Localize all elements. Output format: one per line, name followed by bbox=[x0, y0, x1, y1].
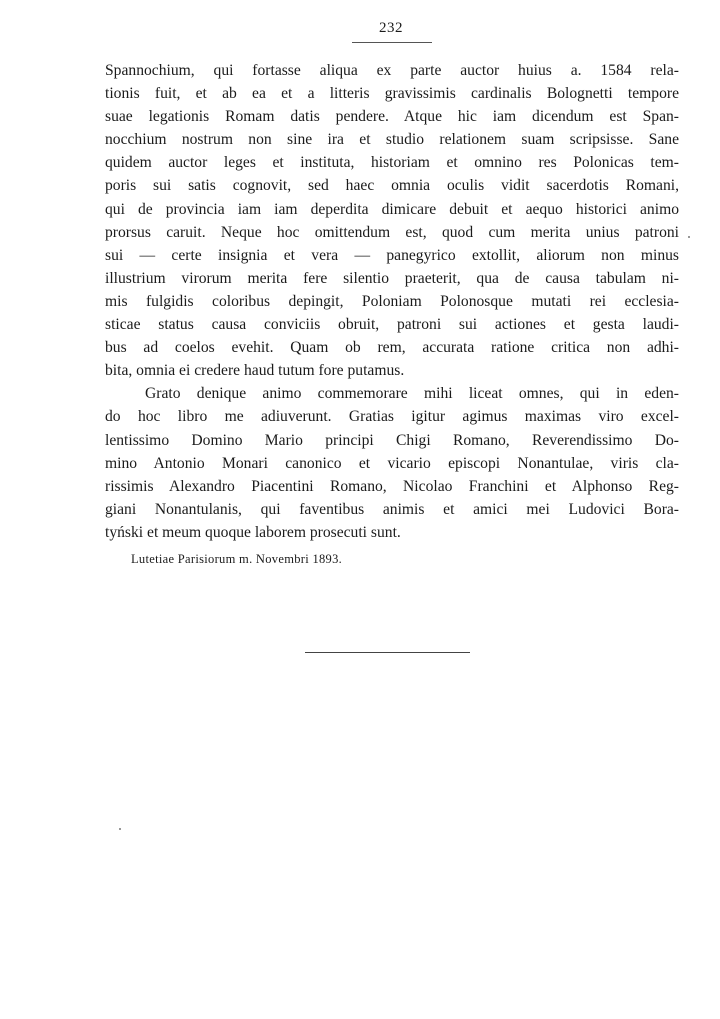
text-line: quidem auctor leges et instituta, historiam et omnino res Polonicas tem- bbox=[105, 154, 679, 172]
place-date-signature: Lutetiae Parisiorum m. Novembri 1893. bbox=[131, 552, 343, 566]
text-line: tyński et meum quoque laborem prosecuti sunt. bbox=[105, 523, 401, 541]
paragraph-1 bbox=[105, 59, 679, 382]
text-line: Grato denique animo commemorare mihi liceat omnes, qui in eden- bbox=[145, 385, 679, 403]
paragraph-2 bbox=[105, 382, 679, 544]
body-text bbox=[105, 59, 679, 544]
text-line: nocchium nostrum non sine ira et studio relationem suam scripsisse. Sane bbox=[105, 131, 679, 149]
text-line: Spannochium, qui fortasse aliqua ex parte auctor huius a. 1584 rela- bbox=[105, 62, 679, 79]
text-line: poris sui satis cognovit, sed haec omnia oculis vidit sacerdotis Romani, bbox=[105, 177, 679, 195]
text-line: bus ad coelos evehit. Quam ob rem, accurata ratione critica non adhi- bbox=[105, 339, 679, 357]
text-line: do hoc libro me adiuverunt. Gratias igitur agimus maximas viro excel- bbox=[105, 408, 679, 426]
text-line: suae legationis Romam datis pendere. Atque hic iam dicendum est Span- bbox=[105, 108, 679, 126]
page-number-rule bbox=[352, 42, 432, 43]
text-line: qui de provincia iam iam deperdita dimicare debuit et aequo historici animo bbox=[105, 200, 679, 218]
text-line: bita, omnia ei credere haud tutum fore putamus. bbox=[105, 362, 405, 380]
text-line: sui — certe insignia et vera — panegyrico extollit, aliorum non minus bbox=[105, 246, 679, 264]
text-line: tionis fuit, et ab ea et a litteris gravissimis cardinalis Bolognetti tempore bbox=[105, 85, 679, 103]
text-line: illustrium virorum merita fere silentio praeterit, qua de causa tabulam ni- bbox=[105, 269, 679, 287]
text-line: lentissimo Domino Mario principi Chigi Romano, Reverendissimo Do- bbox=[105, 431, 679, 449]
text-line: mis fulgidis coloribus depingit, Poloniam Polonosque mutati rei ecclesia- bbox=[105, 292, 679, 310]
text-line: rissimis Alexandro Piacentini Romano, Nicolao Franchini et Alphonso Reg- bbox=[105, 477, 679, 495]
scan-speck bbox=[119, 828, 121, 830]
text-line: prorsus caruit. Neque hoc omittendum est, quod cum merita unius patroni bbox=[105, 223, 679, 241]
text-line: giani Nonantulanis, qui faventibus animis et amici mei Ludovici Bora- bbox=[105, 500, 679, 518]
scan-speck bbox=[688, 236, 690, 238]
page-number: 232 bbox=[379, 20, 403, 36]
text-line: sticae status causa conviciis obruit, patroni sui actiones et gesta laudi- bbox=[105, 316, 679, 334]
closing-rule bbox=[305, 652, 470, 653]
text-line: mino Antonio Monari canonico et vicario episcopi Nonantulae, viris cla- bbox=[105, 454, 679, 472]
